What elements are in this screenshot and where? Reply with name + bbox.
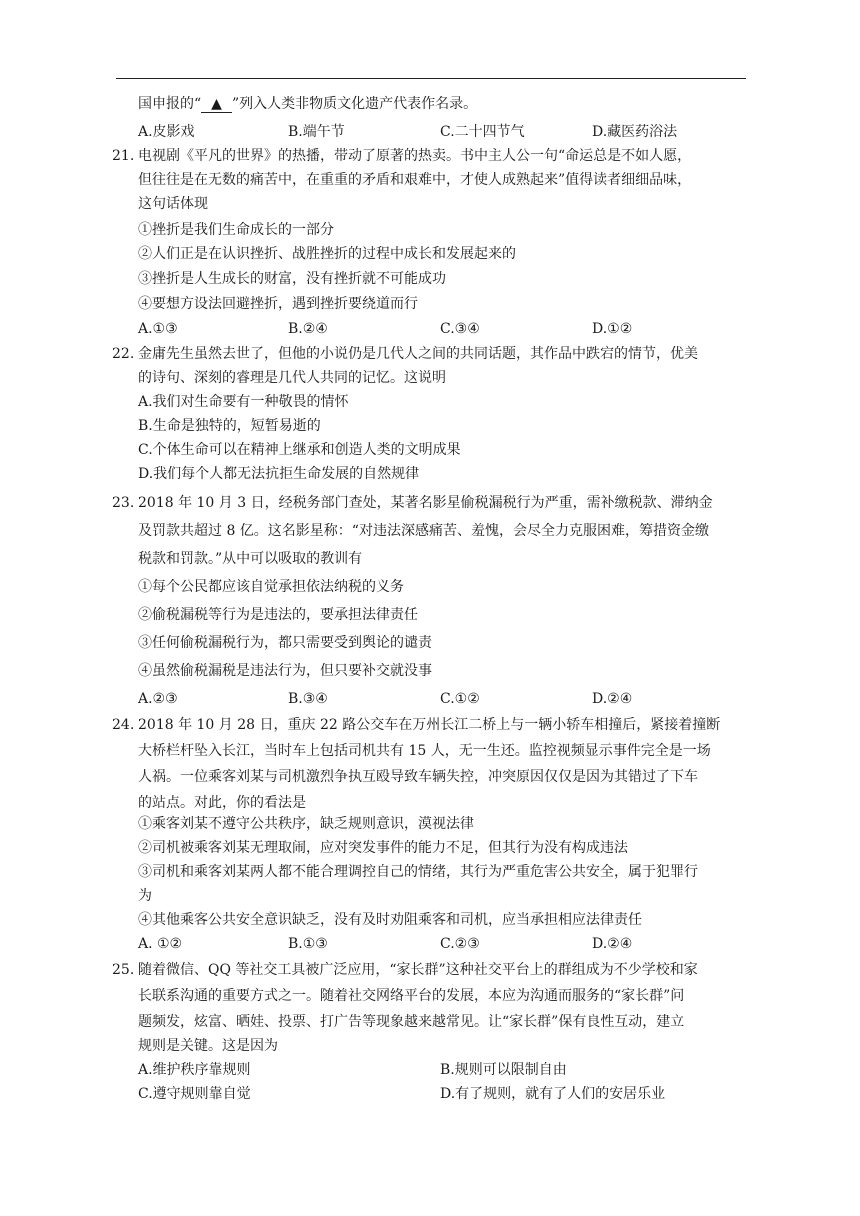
q25-stem-line: 题频发，炫富、晒娃、投票、打广告等现象越来越常见。让“家长群”保有良性互动，建立	[138, 1014, 685, 1030]
q23-item: ②偷税漏税等行为是违法的，要承担法律责任	[138, 607, 418, 623]
q23-stem-line: 税款和罚款。”从中可以吸取的教训有	[138, 551, 363, 567]
q21-stem-line: 这句话体现	[138, 196, 208, 212]
q23-number: 23.	[112, 495, 135, 511]
q23-option-c: C.①②	[440, 691, 480, 707]
q25-stem-line: 随着微信、QQ 等社交工具被广泛应用，“家长群”这种社交平台上的群组成为不少学校和家	[138, 962, 698, 978]
q22-stem-line: 的诗句、深刻的睿理是几代人共同的记忆。这说明	[138, 370, 446, 386]
q25-option-d: D.有了规则，就有了人们的安居乐业	[440, 1086, 666, 1102]
q24-item: ②司机被乘客刘某无理取闹，应对突发事件的能力不足，但其行为没有构成违法	[138, 840, 628, 856]
q24-item: 为	[138, 888, 152, 904]
q24-option-b: B.①③	[288, 936, 328, 952]
q21-stem-line: 电视剧《平凡的世界》的热播，带动了原著的热卖。书中主人公一句“命运总是不如人愿，	[138, 148, 692, 164]
q21-option-c: C.③④	[440, 321, 480, 337]
q24-stem-line: 大桥栏杆坠入长江，当时车上包括司机共有 15 人，无一生还。监控视频显示事件完全是一场	[138, 743, 711, 759]
q21-option-a: A.①③	[138, 321, 178, 337]
q24-item: ①乘客刘某不遵守公共秩序，缺乏规则意识，漠视法律	[138, 816, 474, 832]
q23-item: ③任何偷税漏税行为，都只需要受到舆论的谴责	[138, 635, 432, 651]
q20-option-a: A.皮影戏	[138, 124, 195, 140]
q23-stem-line: 及罚款共超过 8 亿。这名影星称：“对违法深感痛苦、羞愧，会尽全力克服困难，筹措资金缴	[138, 523, 709, 539]
intro-suffix: ”列入人类非物质文化遗产代表作名录。	[231, 96, 478, 112]
q24-stem-line: 2018 年 10 月 28 日，重庆 22 路公交车在万州长江二桥上与一辆小轿车相撞后，紧接着撞断	[138, 717, 721, 733]
q23-stem-line: 2018 年 10 月 3 日，经税务部门查处，某著名影星偷税漏税行为严重，需补缴税款、滞纳金	[138, 495, 713, 511]
q22-option-a: A.我们对生命要有一种敬畏的情怀	[138, 394, 349, 410]
q24-stem-line: 的站点。对此，你的看法是	[138, 795, 306, 811]
q24-item: ③司机和乘客刘某两人都不能合理调控自己的情绪，其行为严重危害公共安全，属于犯罪行	[138, 864, 698, 880]
q22-option-b: B.生命是独特的，短暂易逝的	[138, 418, 321, 434]
q21-number: 21.	[112, 148, 135, 164]
q24-option-c: C.②③	[440, 936, 480, 952]
q20-option-d: D.藏医药浴法	[592, 124, 678, 140]
q23-option-a: A.②③	[138, 691, 178, 707]
q20-option-b: B.端午节	[288, 124, 345, 140]
q21-option-d: D.①②	[592, 321, 633, 337]
q20-option-c: C.二十四节气	[440, 124, 525, 140]
answer-blank: ▲	[201, 96, 232, 113]
q22-number: 22.	[112, 346, 135, 362]
q24-number: 24.	[112, 717, 135, 733]
intro-text	[138, 94, 477, 114]
q24-option-d: D.②④	[592, 936, 633, 952]
q25-option-a: A.维护秩序靠规则	[138, 1062, 251, 1078]
q21-item: ②人们正是在认识挫折、战胜挫折的过程中成长和发展起来的	[138, 246, 516, 262]
q25-number: 25.	[112, 962, 135, 978]
q25-option-b: B.规则可以限制自由	[440, 1062, 567, 1078]
intro-prefix: 国申报的“	[138, 96, 202, 112]
q23-item: ④虽然偷税漏税是违法行为，但只要补交就没事	[138, 663, 432, 679]
q25-option-c: C.遵守规则靠自觉	[138, 1086, 251, 1102]
q23-option-b: B.③④	[288, 691, 328, 707]
q23-item: ①每个公民都应该自觉承担依法纳税的义务	[138, 579, 404, 595]
q23-option-d: D.②④	[592, 691, 633, 707]
q21-item: ④要想方设法回避挫折，遇到挫折要绕道而行	[138, 296, 418, 312]
header-rule	[116, 78, 746, 79]
q22-option-c: C.个体生命可以在精神上继承和创造人类的文明成果	[138, 442, 461, 458]
q24-stem-line: 人祸。一位乘客刘某与司机激烈争执互殴导致车辆失控，冲突原因仅仅是因为其错过了下车	[138, 769, 698, 785]
q25-stem-line: 长联系沟通的重要方式之一。随着社交网络平台的发展，本应为沟通而服务的“家长群”问	[138, 988, 685, 1004]
q21-item: ①挫折是我们生命成长的一部分	[138, 222, 334, 238]
q22-stem-line: 金庸先生虽然去世了，但他的小说仍是几代人之间的共同话题，其作品中跌宕的情节，优美	[138, 346, 698, 362]
q21-item: ③挫折是人生成长的财富，没有挫折就不可能成功	[138, 271, 446, 287]
q21-stem-line: 但往往是在无数的痛苦中，在重重的矛盾和艰难中，才使人成熟起来”值得读者细细品味，	[138, 172, 692, 188]
q24-option-a: A. ①②	[138, 936, 183, 952]
q21-option-b: B.②④	[288, 321, 328, 337]
q22-option-d: D.我们每个人都无法抗拒生命发展的自然规律	[138, 466, 420, 482]
q24-item: ④其他乘客公共安全意识缺乏，没有及时劝阻乘客和司机，应当承担相应法律责任	[138, 912, 642, 928]
q25-stem-line: 规则是关键。这是因为	[138, 1038, 278, 1054]
